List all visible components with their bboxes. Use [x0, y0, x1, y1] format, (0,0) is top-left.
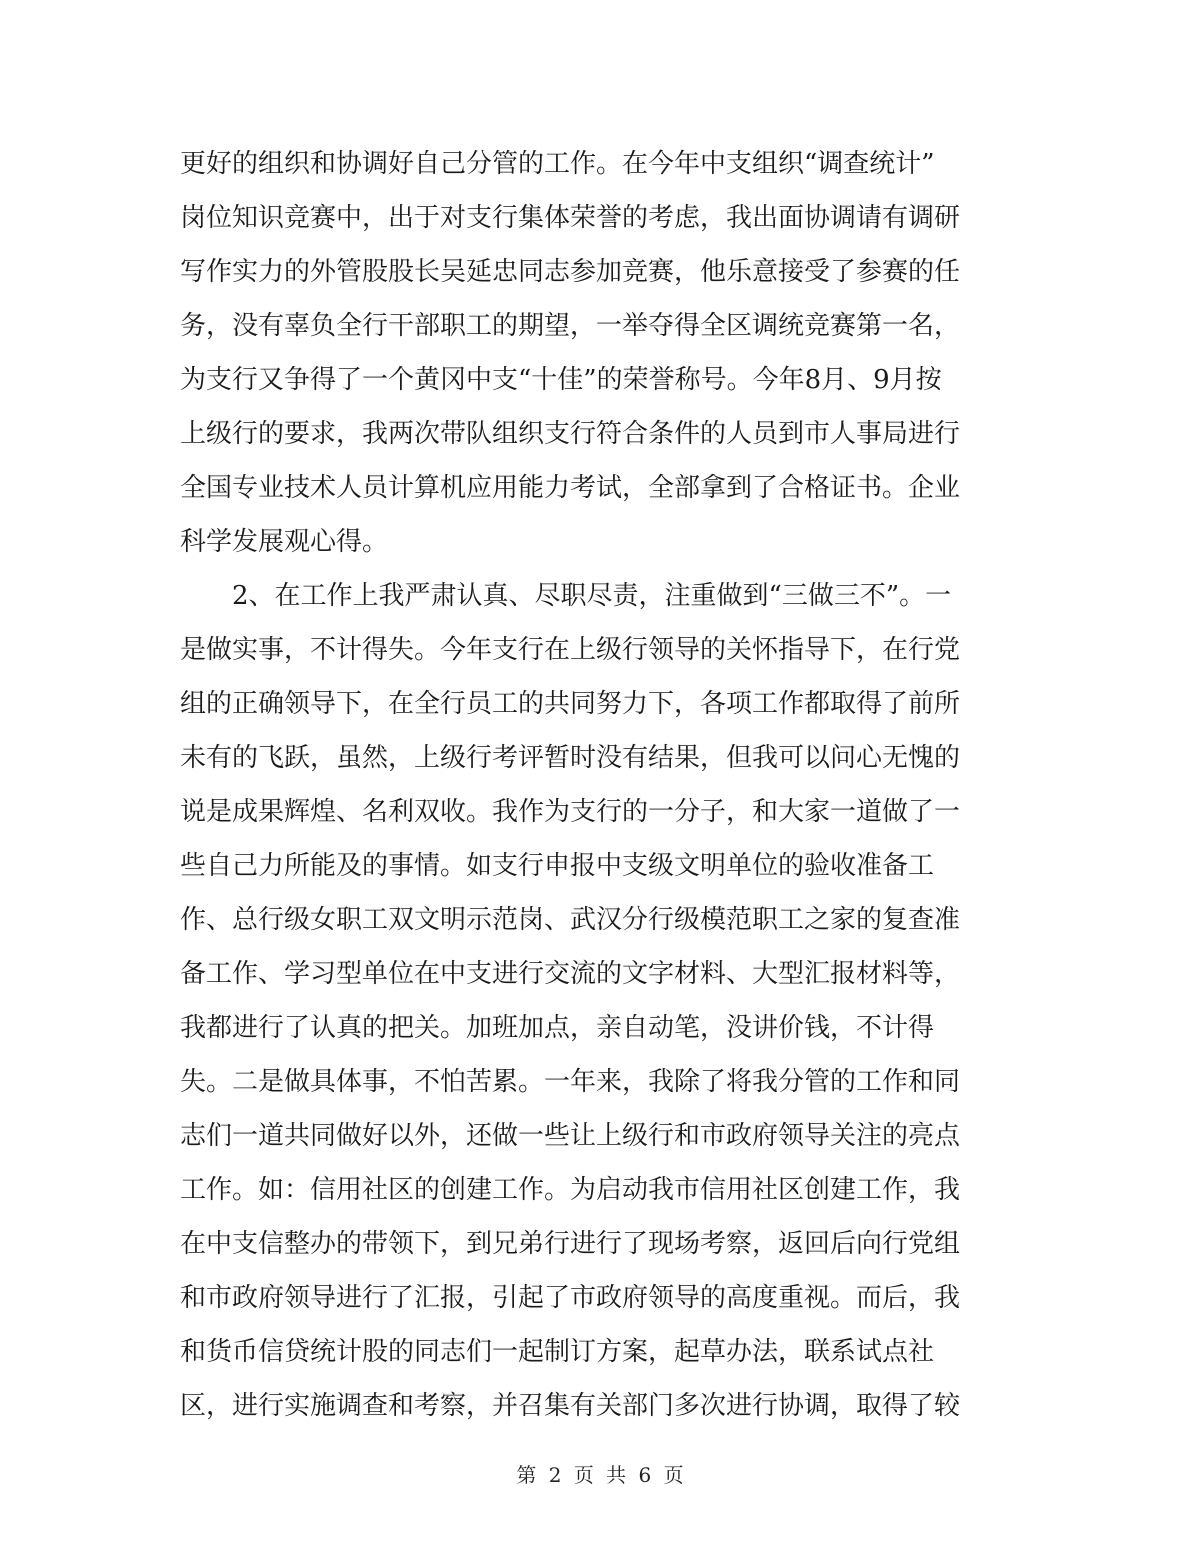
- text-line: 工作。如：信用社区的创建工作。为启动我市信用社区创建工作，我: [180, 1175, 961, 1205]
- text-line: 务，没有辜负全行干部职工的期望，一举夺得全区调统竞赛第一名，: [180, 311, 961, 341]
- body-text: [180, 137, 1020, 1433]
- text-line: 未有的飞跃，虽然，上级行考评暂时没有结果，但我可以问心无愧的: [180, 743, 961, 773]
- page-number: 第 2 页 共 6 页: [516, 1463, 684, 1487]
- text-line: 志们一道共同做好以外，还做一些让上级行和市政府领导关注的亮点: [180, 1121, 961, 1151]
- text-line: 为支行又争得了一个黄冈中支“十佳”的荣誉称号。今年8月、9月按: [180, 365, 942, 395]
- text-line: 更好的组织和协调好自己分管的工作。在今年中支组织“调查统计”: [180, 149, 935, 179]
- text-line: 岗位知识竞赛中，出于对支行集体荣誉的考虑，我出面协调请有调研: [180, 203, 961, 233]
- text-line: 组的正确领导下，在全行员工的共同努力下，各项工作都取得了前所: [180, 689, 961, 719]
- text-line: 上级行的要求，我两次带队组织支行符合条件的人员到市人事局进行: [180, 419, 961, 449]
- text-line: 全国专业技术人员计算机应用能力考试，全部拿到了合格证书。企业: [180, 473, 961, 503]
- text-line: 失。二是做具体事，不怕苦累。一年来，我除了将我分管的工作和同: [180, 1067, 961, 1097]
- text-line: 写作实力的外管股股长吴延忠同志参加竞赛，他乐意接受了参赛的任: [180, 257, 961, 287]
- text-line: 区，进行实施调查和考察，并召集有关部门多次进行协调，取得了较: [180, 1391, 961, 1421]
- text-line: 是做实事，不计得失。今年支行在上级行领导的关怀指导下，在行党: [180, 635, 961, 665]
- text-line: 说是成果辉煌、名利双收。我作为支行的一分子，和大家一道做了一: [180, 797, 961, 827]
- text-line: 在中支信整办的带领下，到兄弟行进行了现场考察，返回后向行党组: [180, 1229, 961, 1259]
- text-line: 和货币信贷统计股的同志们一起制订方案，起草办法，联系试点社: [180, 1337, 935, 1367]
- text-line: 和市政府领导进行了汇报，引起了市政府领导的高度重视。而后，我: [180, 1283, 961, 1313]
- text-line: 些自己力所能及的事情。如支行申报中支级文明单位的验收准备工: [180, 851, 935, 881]
- text-line: 2、在工作上我严肃认真、尽职尽责，注重做到“三做三不”。一: [180, 581, 952, 611]
- text-line: 备工作、学习型单位在中支进行交流的文字材料、大型汇报材料等，: [180, 959, 961, 989]
- text-line: 科学发展观心得。: [180, 527, 389, 557]
- text-line: 作、总行级女职工双文明示范岗、武汉分行级模范职工之家的复查准: [180, 905, 961, 935]
- text-line: 我都进行了认真的把关。加班加点，亲自动笔，没讲价钱，不计得: [180, 1013, 935, 1043]
